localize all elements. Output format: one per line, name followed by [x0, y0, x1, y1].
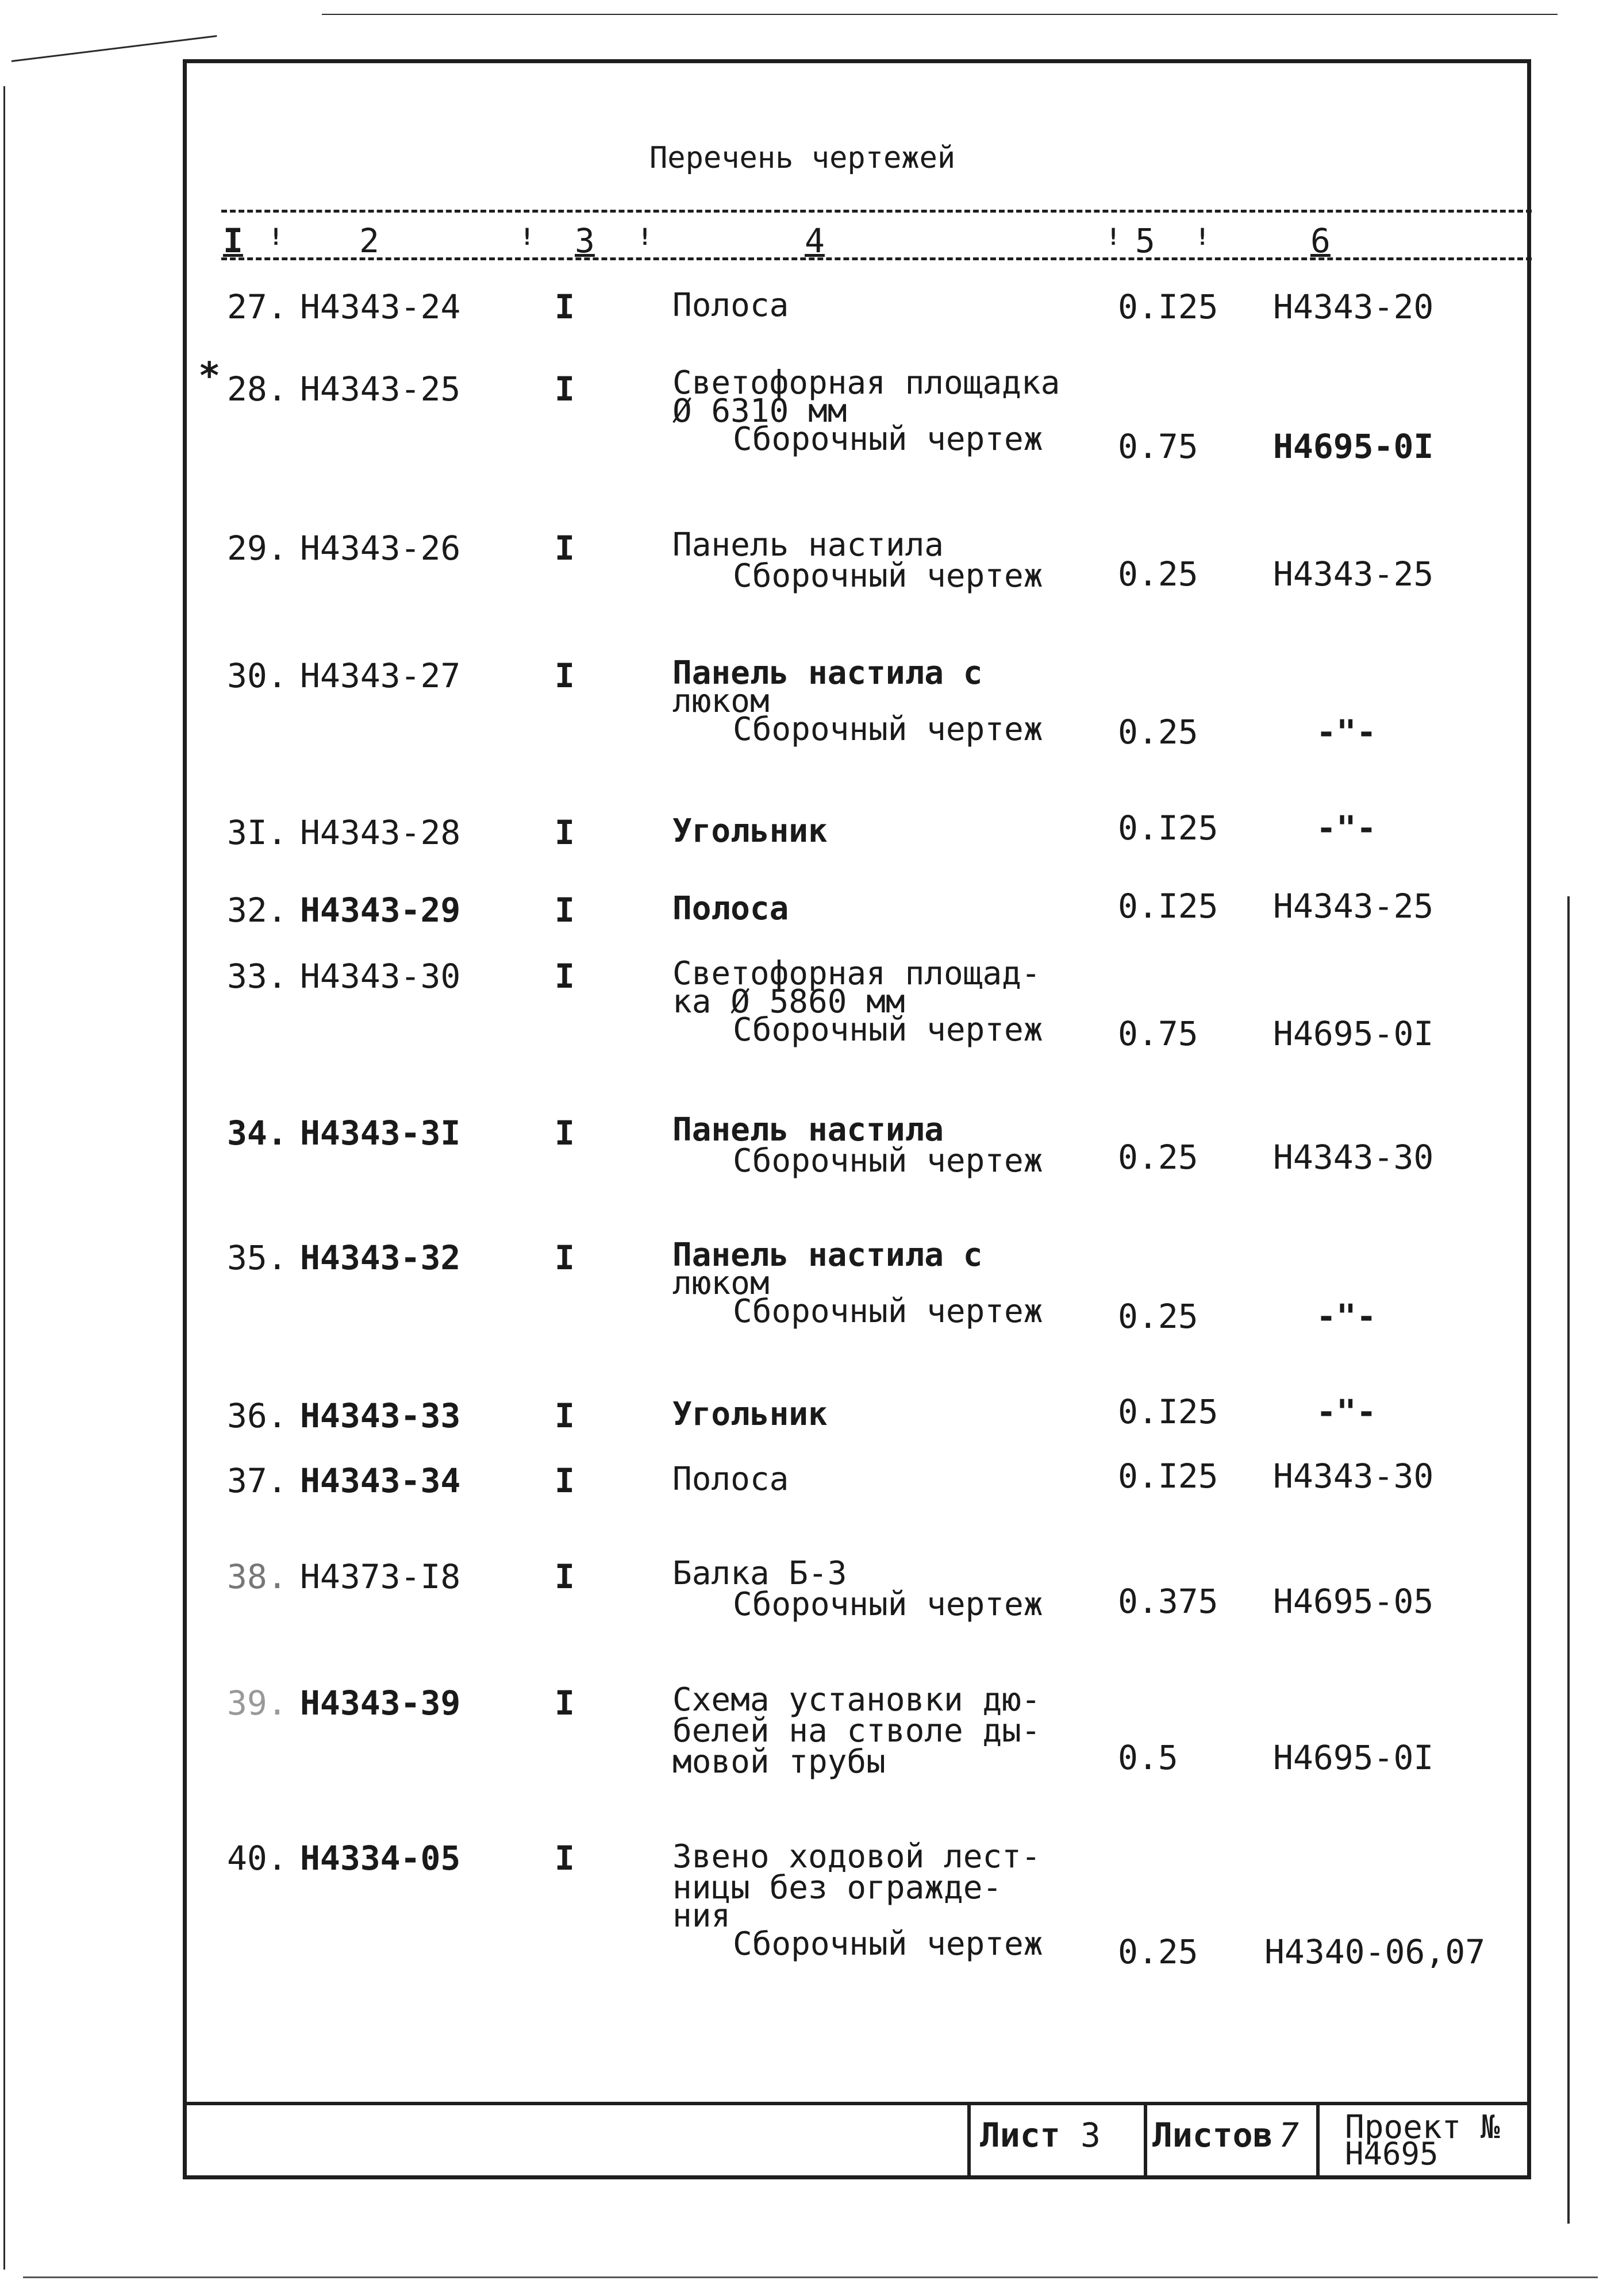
header-dash-top	[221, 210, 1532, 213]
name-line: ния	[672, 1897, 731, 1935]
name-line: Балка Б-3	[672, 1555, 847, 1592]
name-line: Ø 6310 мм	[672, 392, 847, 430]
row-number: 36.	[227, 1396, 287, 1435]
header-dash-bottom	[221, 257, 1532, 260]
col-separator: !	[1195, 224, 1210, 251]
drawing-name	[672, 1396, 828, 1433]
name-line: Сборочный чертеж	[733, 1011, 1043, 1049]
col-header-6: 6	[1310, 221, 1331, 260]
row-number: 35.	[227, 1238, 287, 1277]
drawing-name	[672, 287, 789, 324]
sheet-format: 0.375	[1118, 1582, 1218, 1621]
scan-artifact-bottom	[23, 2276, 1598, 2278]
row-number: 37.	[227, 1461, 287, 1500]
name-line: Панель настила с	[672, 654, 983, 692]
asterisk-mark: *	[198, 355, 221, 398]
sheet-count: I	[555, 287, 575, 326]
name-line: белей на стволе ды-	[672, 1712, 1041, 1750]
drawing-name	[672, 1236, 1043, 1330]
name-line: ницы без огражде-	[672, 1869, 1002, 1906]
sheet-format: 0.75	[1118, 1014, 1198, 1053]
sheet-format: 0.I25	[1118, 1392, 1218, 1431]
drawing-name	[672, 1461, 789, 1498]
drawing-code: Н4343-39	[300, 1684, 461, 1723]
sheet-count: I	[555, 957, 575, 996]
sheet-count: I	[555, 1839, 575, 1878]
document-title: Перечень чертежей	[649, 141, 956, 175]
sheet-count: I	[555, 1396, 575, 1435]
row-number: 27.	[227, 287, 287, 326]
drawing-code: Н4343-27	[300, 656, 461, 695]
footer-cell-border	[967, 2102, 971, 2179]
sheet-count: I	[555, 1461, 575, 1500]
sheet-count: I	[555, 891, 575, 930]
reference: Н4695-0I	[1273, 427, 1434, 466]
sheets-total: 7	[1279, 2116, 1299, 2155]
drawing-name	[672, 1838, 1043, 1963]
col-header-2: 2	[359, 221, 379, 260]
row-number: 3I.	[227, 813, 287, 852]
reference: Н4343-25	[1273, 887, 1434, 926]
scan-artifact-left-edge	[3, 86, 5, 2270]
row-number: 34.	[227, 1114, 287, 1153]
reference: Н4340-06,07	[1264, 1932, 1486, 1971]
drawing-code: Н4343-25	[300, 369, 461, 409]
reference: Н4343-30	[1273, 1457, 1434, 1496]
row-number: 38.	[227, 1557, 287, 1596]
drawing-code: Н4343-32	[300, 1238, 461, 1277]
col-header-3: 3	[575, 221, 595, 260]
drawing-code: Н4343-24	[300, 287, 461, 326]
sheet-format: 0.I25	[1118, 1457, 1218, 1496]
name-line: Светофорная площадка	[672, 364, 1060, 402]
sheet-format: 0.25	[1118, 1932, 1198, 1971]
sheet-format: 0.25	[1118, 1297, 1198, 1336]
reference: -"-	[1316, 1297, 1377, 1336]
drawing-name	[672, 955, 1043, 1049]
sheet-label: Лист	[980, 2116, 1060, 2155]
sheet-format: 0.25	[1118, 712, 1198, 752]
drawing-name	[672, 1555, 1043, 1623]
drawing-name	[672, 364, 1060, 458]
row-number: 32.	[227, 891, 287, 930]
name-line: Сборочный чертеж	[733, 421, 1043, 458]
sheet-count: I	[555, 813, 575, 852]
drawing-code: Н4343-30	[300, 957, 461, 996]
sheet-count: I	[555, 369, 575, 409]
name-line: Схема установки дю-	[672, 1681, 1041, 1719]
sheet-format: 0.I25	[1118, 808, 1218, 847]
drawing-code: Н4343-28	[300, 813, 461, 852]
project-label: Проект №	[1345, 2109, 1500, 2146]
reference: Н4343-25	[1273, 554, 1434, 594]
drawing-name	[672, 526, 1043, 595]
reference: Н4695-05	[1273, 1582, 1434, 1621]
name-line: Сборочный чертеж	[733, 711, 1043, 748]
drawing-code: Н4343-3I	[300, 1114, 461, 1153]
name-line: Сборочный чертеж	[733, 1142, 1043, 1180]
col-separator: !	[269, 224, 283, 251]
drawing-code: Н4343-34	[300, 1461, 461, 1500]
project-number: Н4695	[1345, 2136, 1439, 2172]
scan-artifact-top-left	[11, 35, 217, 62]
sheet-number: 3	[1081, 2116, 1101, 2155]
sheet-format: 0.75	[1118, 427, 1198, 466]
sheet-format: 0.5	[1118, 1738, 1178, 1777]
name-line: Сборочный чертеж	[733, 557, 1043, 595]
drawing-name	[672, 1111, 1043, 1180]
name-line: Светофорная площад-	[672, 955, 1041, 992]
name-line: люком	[672, 683, 770, 720]
row-number: 39.	[227, 1684, 287, 1723]
reference: -"-	[1316, 1392, 1377, 1431]
name-line: мовой трубы	[672, 1743, 886, 1781]
name-line: Полоса	[672, 1461, 789, 1498]
row-number: 29.	[227, 529, 287, 568]
name-line: Полоса	[672, 287, 789, 324]
name-line: Панель настила	[672, 526, 944, 564]
col-header-5: 5	[1135, 221, 1155, 260]
drawing-code: Н4373-I8	[300, 1557, 461, 1596]
sheet-count: I	[555, 1238, 575, 1277]
footer-cell-border	[1144, 2102, 1147, 2179]
name-line: Полоса	[672, 890, 789, 927]
scan-artifact-top	[322, 14, 1558, 15]
col-header-1: I	[223, 221, 243, 260]
row-number: 28.	[227, 369, 287, 409]
reference: Н4695-0I	[1273, 1014, 1434, 1053]
drawing-code: Н4334-05	[300, 1839, 461, 1878]
row-number: 30.	[227, 656, 287, 695]
sheets-label: Листов	[1152, 2116, 1273, 2155]
reference: -"-	[1316, 712, 1377, 752]
drawing-name	[672, 890, 789, 927]
name-line: Угольник	[672, 812, 828, 850]
row-number: 33.	[227, 957, 287, 996]
drawing-name	[672, 654, 1043, 748]
sheet-count: I	[555, 656, 575, 695]
name-line: ка Ø 5860 мм	[672, 983, 905, 1020]
reference: Н4343-20	[1273, 287, 1434, 326]
reference: -"-	[1316, 808, 1377, 847]
sheet-count: I	[555, 1557, 575, 1596]
reference: Н4695-0I	[1273, 1738, 1434, 1777]
sheet-count: I	[555, 529, 575, 568]
name-line: Сборочный чертеж	[733, 1925, 1043, 1963]
row-number: 40.	[227, 1839, 287, 1878]
name-line: Сборочный чертеж	[733, 1586, 1043, 1623]
drawing-code: Н4343-29	[300, 891, 461, 930]
drawing-name	[672, 812, 828, 850]
name-line: Звено ходовой лест-	[672, 1838, 1041, 1875]
name-line: Панель настила	[672, 1111, 944, 1149]
sheet-count: I	[555, 1114, 575, 1153]
sheet-format: 0.I25	[1118, 287, 1218, 326]
col-separator: !	[520, 224, 535, 251]
name-line: Сборочный чертеж	[733, 1293, 1043, 1330]
col-separator: !	[638, 224, 652, 251]
name-line: Панель настила с	[672, 1236, 983, 1274]
scan-artifact-right-edge	[1567, 896, 1570, 2224]
sheet-format: 0.25	[1118, 1138, 1198, 1177]
drawing-code: Н4343-33	[300, 1396, 461, 1435]
col-header-4: 4	[805, 221, 825, 260]
sheet-format: 0.25	[1118, 554, 1198, 594]
drawing-name	[672, 1681, 1041, 1781]
name-line: Угольник	[672, 1396, 828, 1433]
reference: Н4343-30	[1273, 1138, 1434, 1177]
sheet-format: 0.I25	[1118, 887, 1218, 926]
drawing-code: Н4343-26	[300, 529, 461, 568]
name-line: люком	[672, 1265, 770, 1302]
footer-cell-border	[1316, 2102, 1320, 2179]
footer-divider	[183, 2102, 1531, 2105]
col-separator: !	[1106, 224, 1121, 251]
sheet-count: I	[555, 1684, 575, 1723]
